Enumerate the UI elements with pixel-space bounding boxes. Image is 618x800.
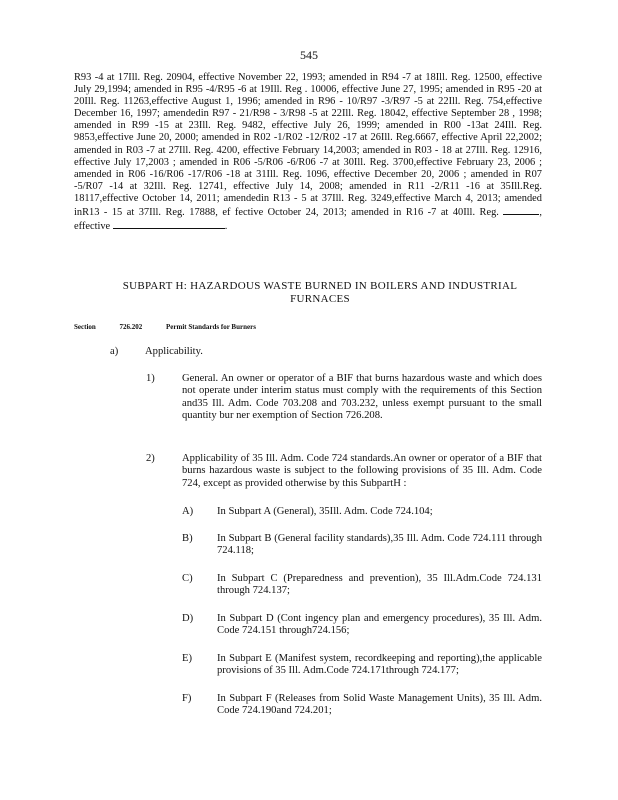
paragraph-2-label: 2) [146,453,155,464]
subitem-c-label: C) [182,573,193,584]
subitem-a-label: A) [182,506,194,517]
history-text: R93 -4 at 17Ill. Reg. 20904, effective November 22, 1993; amended in R94 -7 at 18Ill. Reg. 12500, effective July 29,1994; amended in R95 -4/R95 -6 at 19Ill. Reg . 10006, effective June 27, 1995; amended in R95 -20 at 20Ill. Reg. 11263,effective August 1, 1996; amended in R96 - 10/R97 -3/R97 -5 at 22Ill. Reg. 754,effective December 16, 1997; amendedin R97 - 21/R98 - 3/R98 -5 at 22Ill. Reg. 18042, effective September 28 , 1998; amended in R99 -15 at 23Ill. Reg. 9482, effective July 26, 1999; amended in R00 -13at 24Ill. Reg. 9853,effective June 20, 2000; amended in R02 -1/R02 -12/R02 -17 at 26Ill. Reg.6667, effective April 22,2002; amended in R03 -7 at 27Ill. Reg. 4200, effective February 14,2003; amended in R03 - 18 at 27Ill. Reg. 12916, effective July 17,2003 ; amended in R06 -5/R06 -6/R06 -7 at 30Ill. Reg. 3700,effective February 23, 2006 ; amended in R06 -16/R06 -17/R06 -18 at 31Ill. Reg. 1096, effective December 20, 2006 ; amended in R07 -5/R07 -14 at 32Ill. Reg. 12741, effective July 14, 2008; amended in R11 -2/R11 -16 at 35Ill.Reg. 18117,effective October 14, 2011; amendedin R13 - 5 at 37Ill. Reg. 3249,effective March 4, 2013; amended inR13 - 15 at 37Ill. Reg. 17888, ef fective October 24, 2013; amended in R16 -7 at 40Ill. Reg. [74,72,542,219]
subitem-f-label: F) [182,693,192,704]
subsection-a-text: Applicability. [145,346,203,357]
subitem-e-text: In Subpart E (Manifest system, recordkeeping and reporting),the applicable provisions of 35 Ill. Adm.Code 724.171through 724.177; [217,653,542,677]
subitem-a-text: In Subpart A (General), 35Ill. Adm. Code 724.104; [217,506,433,517]
subitem-b-label: B) [182,533,193,544]
section-heading [74,323,374,332]
section-label: Section [74,323,96,331]
subitem-c-text: In Subpart C (Preparedness and prevention), 35 Ill.Adm.Code 724.131 through 724.137; [217,573,542,597]
subitem-d-label: D) [182,613,194,624]
blank-effective-date [113,219,225,229]
paragraph-2-text: Applicability of 35 Ill. Adm. Code 724 standards.An owner or operator of a BIF that burns hazardous waste is subject to the following provisions of 35 Ill. Adm. Code 724, except as provided otherwise by this SubpartH : [182,453,542,489]
subitem-d-text: In Subpart D (Cont ingency plan and emergency procedures), 35 Ill. Adm. Code 724.151 through724.156; [217,613,542,637]
subitem-e-label: E) [182,653,192,664]
subitem-b-text: In Subpart B (General facility standards),35 Ill. Adm. Code 724.111 through 724.118; [217,533,542,557]
section-number: 726.202 [119,323,143,331]
subpart-title: SUBPART H: HAZARDOUS WASTE BURNED IN BOILERS AND INDUSTRIAL FURNACES [122,280,518,305]
paragraph-1-label: 1) [146,373,155,384]
subitem-f-text: In Subpart F (Releases from Solid Waste Management Units), 35 Ill. Adm. Code 724.190and 724.201; [217,693,542,717]
blank-register-page [503,205,539,215]
source-history-note: R93 -4 at 17Ill. Reg. 20904, effective November 22, 1993; amended in R94 -7 at 18Ill. Reg. 12500, effective July 29,1994; amended in R95 -4/R95 -6 at 19Ill. Reg . 10006, effective June 27, 1995; amended in R95 -20 at 20Ill. Reg. 11263,effective August 1, 1996; amended in R96 - 10/R97 -3/R97 -5 at 22Ill. Reg. 754,effective December 16, 1997; amendedin R97 - 21/R98 - 3/R98 -5 at 22Ill. Reg. 18042, effective September 28 , 1998; amended in R99 -15 at 23Ill. Reg. 9482, effective July 26, 1999; amended in R00 -13at 24Ill. Reg. 9853,effective June 20, 2000; amended in R02 -1/R02 -12/R02 -17 at 26Ill. Reg.6667, effective April 22,2002; amended in R03 -7 at 27Ill. Reg. 4200, effective February 14,2003; amended in R03 - 18 at 27Ill. Reg. 12916, effective July 17,2003 ; amended in R06 -5/R06 -6/R06 -7 at 30Ill. Reg. 3700,effective February 23, 2006 ; amended in R06 -16/R06 -17/R06 -18 at 31Ill. Reg. 1096, effective December 20, 2006 ; amended in R07 -5/R07 -14 at 32Ill. Reg. 12741, effective July 14, 2008; amended in R11 -2/R11 -16 at 35Ill.Reg. 18117,effective October 14, 2011; amendedin R13 - 5 at 37Ill. Reg. 3249,effective March 4, 2013; amended inR13 - 15 at 37Ill. Reg. 17888, ef fective October 24, 2013; amended in R16 -7 at 40Ill. Reg. , effective . [74,72,542,233]
subsection-a-label: a) [110,346,119,357]
page-number: 545 [300,48,318,62]
section-title: Permit Standards for Burners [166,323,256,331]
paragraph-1-text: General. An owner or operator of a BIF that burns hazardous waste and which does not operate under interim status must comply with the requirements of this Section and35 Ill. Adm. Code 703.208 and 703.232, unless exempt pursuant to the small quantity bur ner exemption of Section 726.208. [182,373,542,421]
history-effective-label: effective [74,221,111,233]
